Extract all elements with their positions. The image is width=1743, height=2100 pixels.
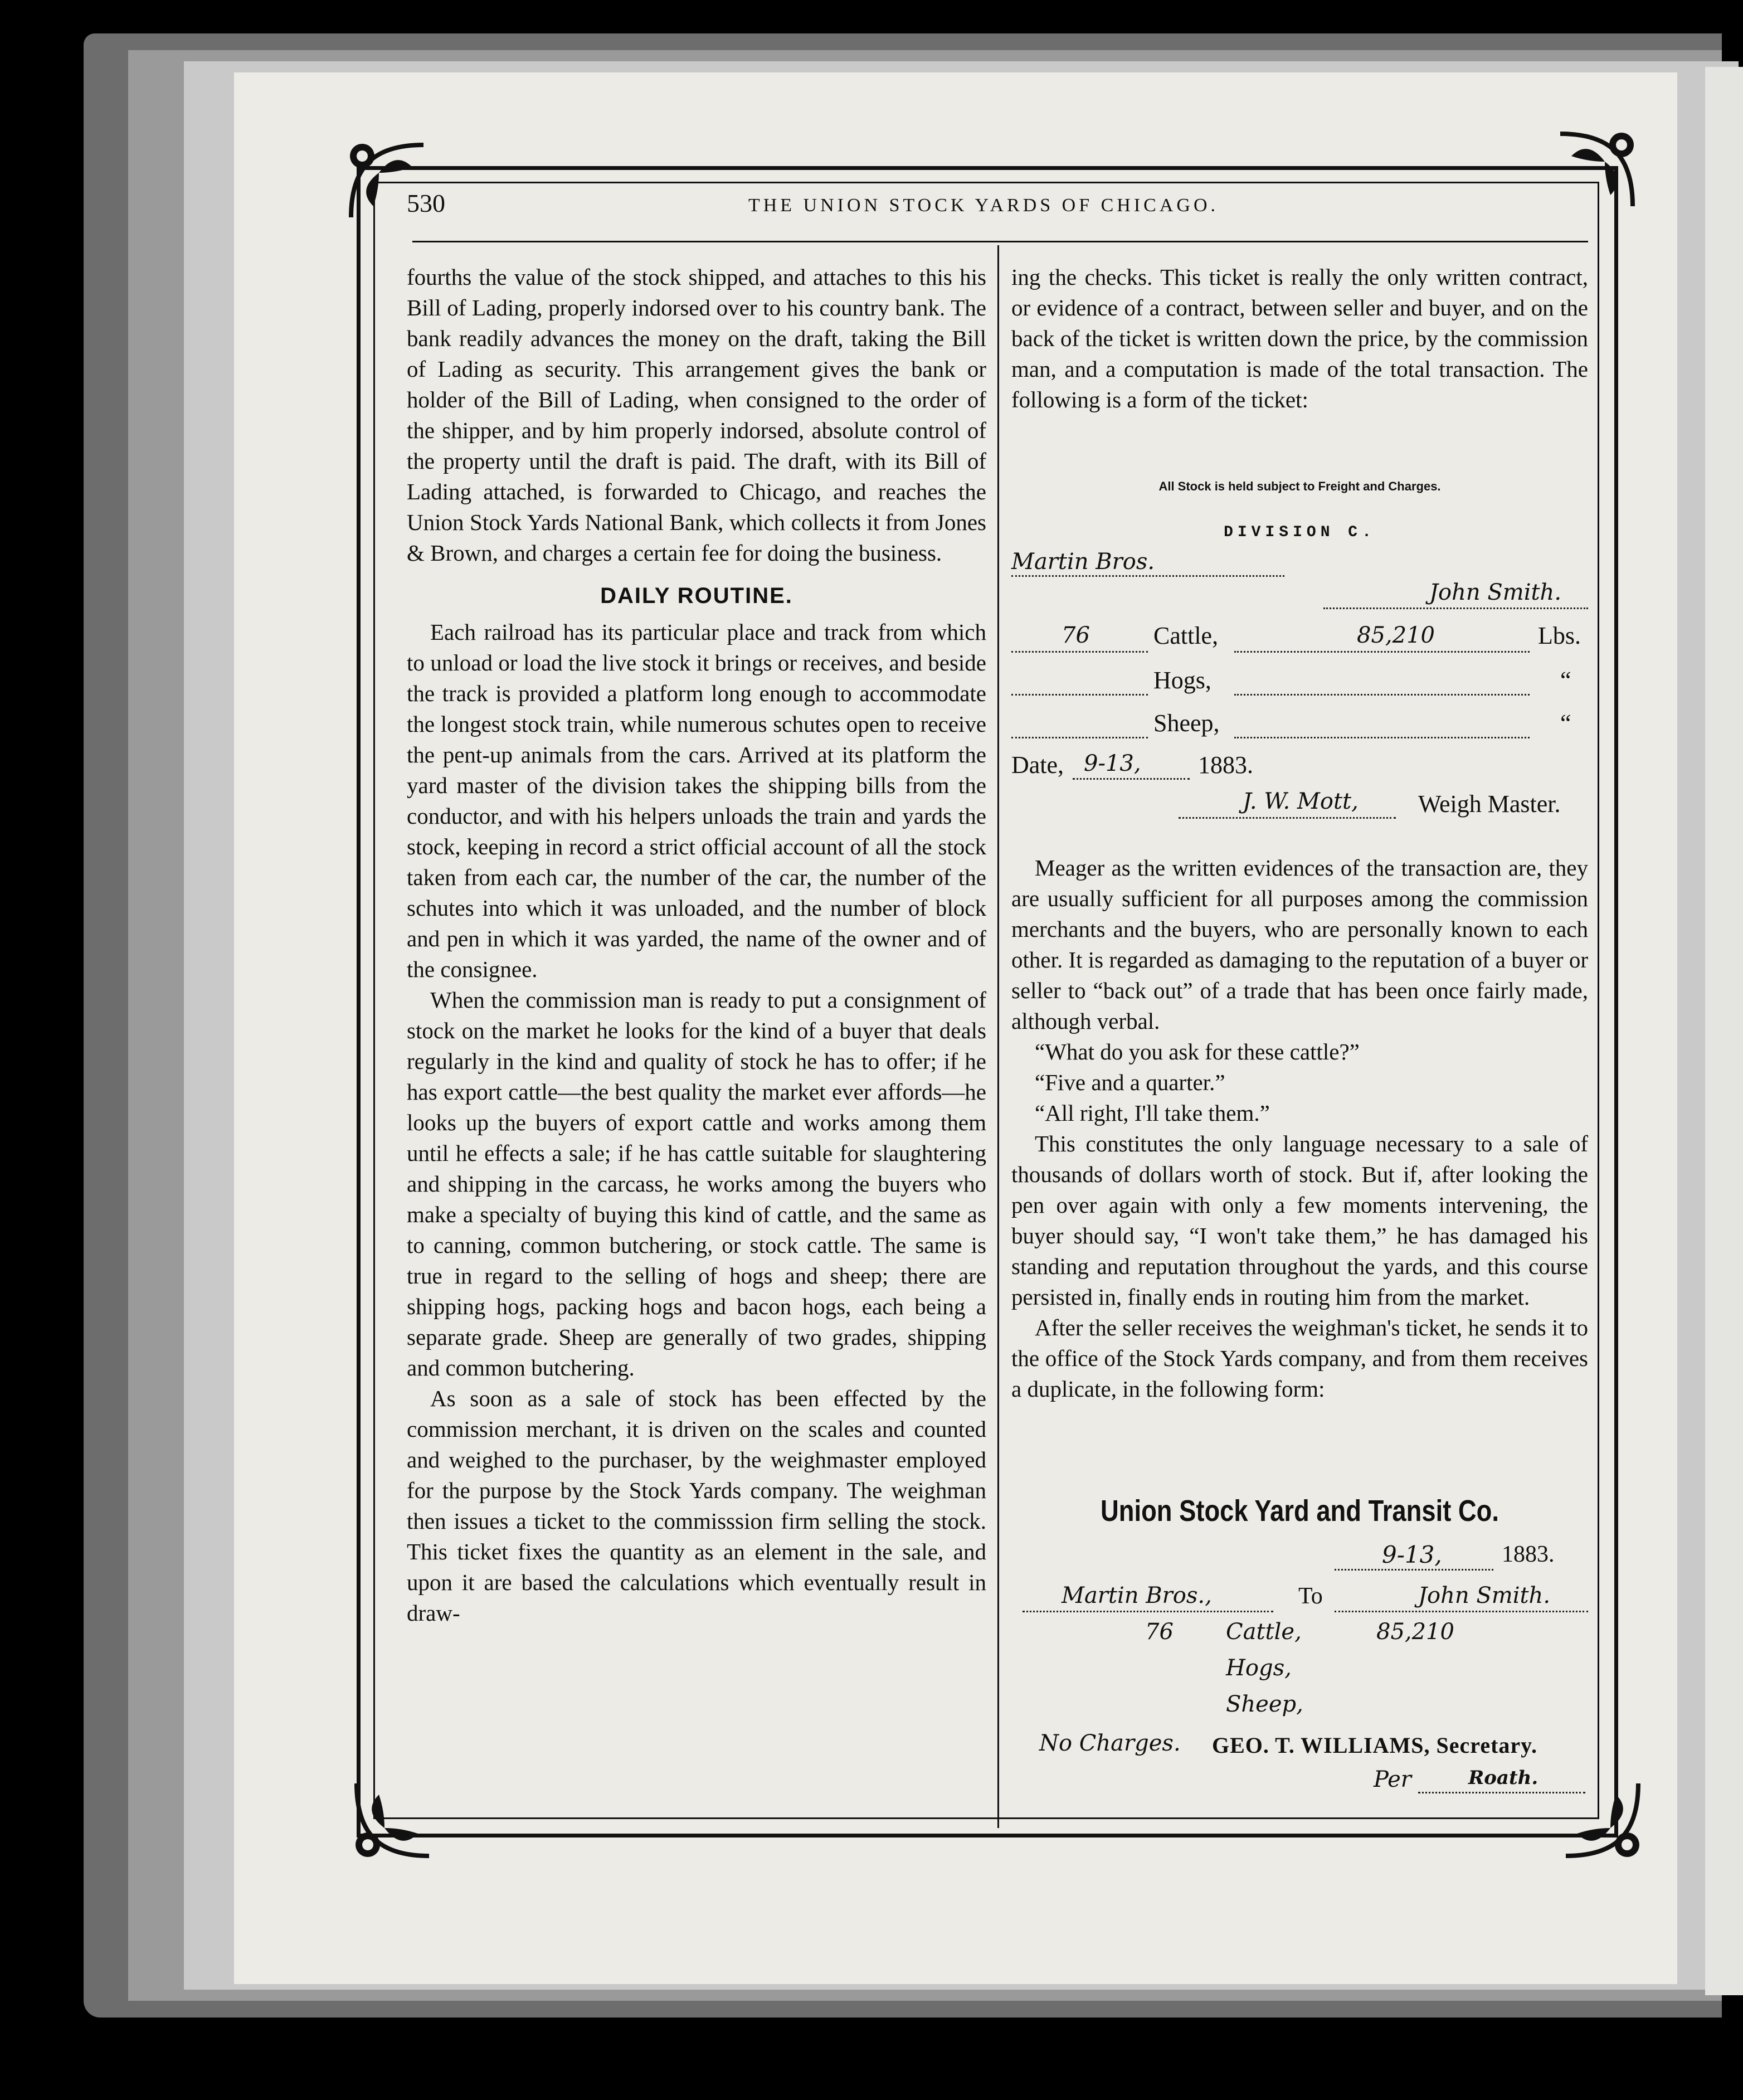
facing-page-edge bbox=[1705, 67, 1743, 1995]
ditto-mark: “ bbox=[1560, 667, 1571, 694]
paragraph: fourths the value of the stock shipped, and attaches to this his Bill of Lading, properly indorsed over to his country bank. The bank readily advances the money on the draft, taking the Bill of Lading as security. This arrangement gives the bank or holder of the Bill of Lading, when consigned to the order of the shipper, and by him properly indorsed, absolute control of the property until the draft is paid. The draft, with its Bill of Lading attached, is forwarded to Chicago, and reaches the Union Stock Yards National Bank, which collects it from Jones & Brown, and charges a certain fee for doing the business. bbox=[407, 264, 986, 566]
page-header bbox=[390, 184, 1577, 217]
paragraph: Each railroad has its particular place and track from which to unload or load the live stock it brings or receives, and beside the track is provided a platform long enough to accommodate the longest stock train, while numerous schutes open to receive the pent-up animals from the cars. Arrived at its platform the yard master of the division takes the shipping bills from the conductor, and with his helpers unloads the train and yards the stock, keeping in record a strict official account of all the stock taken from each car, the number of the car, the number of the schutes into which it was unloaded, and the number of block and pen in which it was yarded, the name of the owner and of the consignee. bbox=[407, 619, 986, 982]
weigh-ticket bbox=[1011, 479, 1588, 825]
paragraph: After the seller receives the weighman's ticket, he sends it to the office of the Stock Yards company, and from them receives a duplicate, in the following form: bbox=[1011, 1315, 1588, 1402]
receipt-to-label: To bbox=[1298, 1583, 1323, 1609]
receipt-sheep: Sheep, bbox=[1226, 1691, 1303, 1717]
ticket-lbs-label: Lbs. bbox=[1538, 622, 1581, 649]
ticket-cattle-weight: 85,210 bbox=[1357, 623, 1435, 648]
section-heading: DAILY ROUTINE. bbox=[600, 584, 793, 608]
quote: “What do you ask for these cattle?” bbox=[1035, 1039, 1360, 1064]
paragraph: ing the checks. This ticket is really the only written contract, or evidence of a contract, between seller and buyer, and on the back of the ticket is written down the price, by the commission man, and a computation is made of the total transaction. The following is a form of the ticket: bbox=[1011, 264, 1588, 412]
receipt-title: Union Stock Yard and Transit Co. bbox=[1101, 1494, 1499, 1528]
receipt-per-label: Per bbox=[1374, 1767, 1411, 1792]
page-number: 530 bbox=[407, 189, 445, 217]
quote: “All right, I'll take them.” bbox=[1035, 1100, 1270, 1126]
receipt-secretary: GEO. T. WILLIAMS, Secretary. bbox=[1212, 1733, 1537, 1758]
quote: “Five and a quarter.” bbox=[1035, 1070, 1225, 1095]
right-column-top bbox=[1011, 262, 1588, 415]
running-title: THE UNION STOCK YARDS OF CHICAGO. bbox=[748, 195, 1219, 216]
receipt-year: 1883. bbox=[1502, 1542, 1555, 1567]
left-column bbox=[407, 262, 986, 1629]
ticket-seller: Martin Bros. bbox=[1011, 549, 1155, 575]
right-column-bottom bbox=[1011, 853, 1588, 1404]
yard-receipt bbox=[1011, 1494, 1588, 1806]
receipt-charges: No Charges. bbox=[1039, 1730, 1181, 1756]
ticket-buyer: John Smith. bbox=[1429, 580, 1562, 605]
receipt-weight: 85,210 bbox=[1376, 1619, 1454, 1645]
receipt-per-name: Roath. bbox=[1468, 1767, 1538, 1789]
ticket-cattle-count: 76 bbox=[1062, 623, 1090, 648]
ticket-weighmaster-label: Weigh Master. bbox=[1418, 790, 1561, 818]
receipt-hogs: Hogs, bbox=[1226, 1655, 1292, 1681]
paragraph: Meager as the written evidences of the transaction are, they are usually sufficient for all purposes among the commission merchants and the buyers, who are personally known to each other. It is regarded as damaging to the reputation of a buyer or seller to “back out” of a trade that has been once fairly made, although verbal. bbox=[1011, 855, 1588, 1034]
receipt-seller: Martin Bros., bbox=[1062, 1583, 1212, 1608]
ticket-year: 1883. bbox=[1198, 751, 1253, 779]
receipt-date: 9-13, bbox=[1382, 1541, 1442, 1568]
ditto-mark: “ bbox=[1560, 709, 1571, 737]
ticket-sheep-label: Sheep, bbox=[1153, 709, 1220, 737]
ticket-date-label: Date, bbox=[1011, 751, 1064, 779]
header-rule bbox=[412, 241, 1588, 242]
receipt-buyer: John Smith. bbox=[1418, 1583, 1551, 1608]
ticket-weighmaster: J. W. Mott, bbox=[1243, 789, 1359, 814]
ticket-hogs-label: Hogs, bbox=[1153, 667, 1211, 694]
ticket-note: All Stock is held subject to Freight and Charges. bbox=[1158, 479, 1441, 493]
ticket-date: 9-13, bbox=[1084, 751, 1141, 776]
column-divider bbox=[997, 245, 999, 1828]
corner-ornament-icon bbox=[345, 1772, 440, 1867]
ticket-division: DIVISION C. bbox=[1224, 524, 1376, 541]
paragraph: As soon as a sale of stock has been effected by the commission merchant, it is driven on the scales and counted and weighed to the purchaser, by the weighmaster employed for the purpose by the Stock Yards company. The weighman then issues a ticket to the commisssion firm selling the stock. This ticket fixes the quantity as an element in the sale, and upon it are based the calculations which eventually result in draw- bbox=[407, 1386, 986, 1626]
receipt-count: 76 bbox=[1145, 1619, 1174, 1645]
paragraph: When the commission man is ready to put a consignment of stock on the market he looks for the kind of a buyer that deals regularly in the kind and quality of stock he has to offer; if he has export cattle—the best quality the market ever affords—he looks up the buyers of export cattle and works among them until he effects a sale; if he has cattle suitable for slaughtering and shipping in the carcass, he works among the buyers who make a specialty of buying this kind of cattle, and the same as to canning, common butchering, or stock cattle. The same is true in regard to the selling of hogs and sheep; there are shipping hogs, packing hogs and bacon hogs, each being a separate grade. Sheep are generally of two grades, shipping and common butchering. bbox=[407, 987, 986, 1380]
paragraph: This constitutes the only language necessary to a sale of thousands of dollars worth of stock. But if, after looking the pen over again with only a few moments intervening, the buyer should say, “I won't take them,” he has damaged his standing and reputation throughout the yards, and this course persisted in, finally ends in routing him from the market. bbox=[1011, 1131, 1588, 1310]
receipt-cattle: Cattle, bbox=[1226, 1619, 1302, 1645]
ticket-cattle-label: Cattle, bbox=[1153, 622, 1219, 649]
